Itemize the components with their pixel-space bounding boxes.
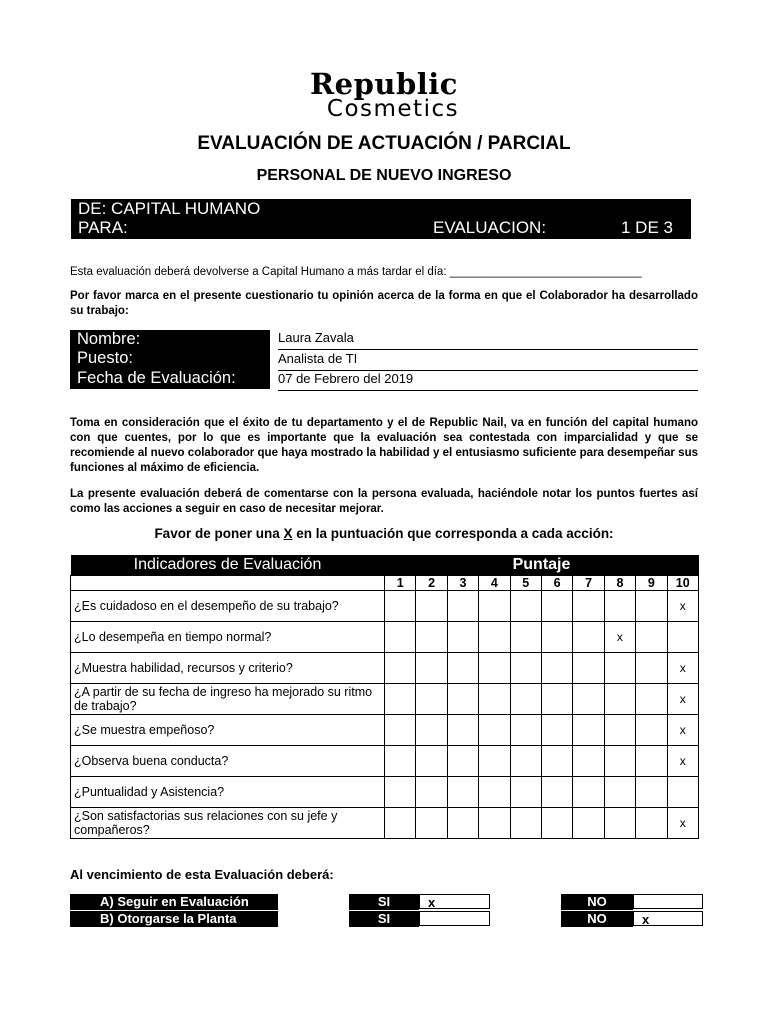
score-cell[interactable]: x (667, 684, 698, 715)
score-cell[interactable] (541, 808, 572, 839)
score-number: 5 (510, 576, 541, 591)
table-row (71, 653, 699, 684)
indicator-question: ¿Lo desempeña en tiempo normal? (71, 622, 385, 653)
puesto-field[interactable]: Analista de TI (278, 351, 698, 371)
puesto-label: Puesto: (77, 349, 133, 367)
score-cell[interactable] (604, 777, 635, 808)
score-cell[interactable] (573, 777, 604, 808)
option-b-si-box[interactable] (419, 911, 490, 926)
document-subtitle: PERSONAL DE NUEVO INGRESO (256, 167, 512, 184)
score-number: 10 (667, 576, 698, 591)
score-cell[interactable] (447, 715, 478, 746)
score-cell[interactable] (416, 715, 447, 746)
nombre-field[interactable]: Laura Zavala (278, 330, 698, 350)
option-a-si-box[interactable]: x (419, 894, 490, 909)
option-a-label: A) Seguir en Evaluación (70, 894, 278, 910)
option-b-no-label: NO (561, 911, 633, 927)
score-cell[interactable] (604, 591, 635, 622)
option-a-si-label: SI (349, 894, 419, 910)
return-deadline-line: Esta evaluación deberá devolverse a Capital Humano a más tardar el día: ______________________________ (70, 266, 642, 278)
table-row (71, 684, 699, 715)
score-cell[interactable] (510, 746, 541, 777)
score-cell[interactable] (636, 684, 667, 715)
score-cell[interactable] (636, 715, 667, 746)
score-cell[interactable] (541, 684, 572, 715)
score-cell[interactable] (541, 653, 572, 684)
score-number: 4 (479, 576, 510, 591)
score-cell[interactable] (510, 684, 541, 715)
option-b-label: B) Otorgarse la Planta (70, 911, 278, 927)
score-cell[interactable] (541, 715, 572, 746)
score-cell[interactable]: x (667, 808, 698, 839)
indicator-question: ¿Es cuidadoso en el desempeño de su trabajo? (71, 591, 385, 622)
score-number: 1 (385, 576, 416, 591)
evaluation-table (70, 555, 699, 839)
score-cell[interactable] (510, 808, 541, 839)
score-number-row (71, 576, 699, 591)
score-cell[interactable] (479, 777, 510, 808)
score-cell[interactable] (636, 808, 667, 839)
score-cell[interactable] (667, 777, 698, 808)
score-cell[interactable] (447, 808, 478, 839)
score-cell[interactable] (573, 808, 604, 839)
fecha-label: Fecha de Evaluación: (77, 369, 236, 387)
score-cell[interactable] (479, 622, 510, 653)
score-cell[interactable] (447, 653, 478, 684)
table-row (71, 777, 699, 808)
score-cell[interactable] (416, 746, 447, 777)
score-cell[interactable] (667, 622, 698, 653)
score-cell[interactable] (510, 622, 541, 653)
score-cell[interactable] (479, 746, 510, 777)
score-cell[interactable] (385, 777, 416, 808)
score-cell[interactable] (479, 808, 510, 839)
score-cell[interactable] (479, 715, 510, 746)
score-cell[interactable] (416, 622, 447, 653)
score-cell[interactable] (479, 684, 510, 715)
score-cell[interactable] (416, 808, 447, 839)
instruction-text: Por favor marca en el presente cuestionario tu opinión acerca de la forma en que el Colaborador ha desarrollado su trabajo: (70, 290, 698, 317)
score-cell[interactable]: x (667, 715, 698, 746)
score-cell[interactable] (573, 653, 604, 684)
header-block (71, 199, 691, 239)
score-cell[interactable] (416, 684, 447, 715)
score-number: 8 (604, 576, 635, 591)
evaluacion-label: EVALUACION: (433, 218, 547, 237)
option-a-no-label: NO (561, 894, 633, 910)
scoring-instruction (0, 526, 768, 541)
consideration-paragraph: Toma en consideración que el éxito de tu departamento y el de Republic Nail, va en función del capital humano con que cuentes, por lo que es importante que la evaluación sea contestada con imparcialidad y que se recomiende al nuevo colaborador que haya mostrado la habilidad y el entusiasmo suficiente para desempeñar sus funciones al máximo de eficiencia. (70, 417, 698, 474)
score-cell[interactable] (385, 622, 416, 653)
score-cell[interactable] (573, 684, 604, 715)
score-cell[interactable] (573, 622, 604, 653)
para-line: PARA: (78, 218, 128, 237)
logo-republic: Republic (310, 67, 458, 101)
score-cell[interactable] (479, 653, 510, 684)
table-row (71, 808, 699, 839)
indicator-question: ¿Puntualidad y Asistencia? (71, 777, 385, 808)
score-number: 3 (447, 576, 478, 591)
score-cell[interactable]: x (667, 653, 698, 684)
de-line: DE: CAPITAL HUMANO (78, 199, 261, 218)
favor-before: Favor de poner una (154, 526, 284, 541)
score-cell[interactable] (385, 591, 416, 622)
score-cell[interactable]: x (604, 622, 635, 653)
score-number: 6 (541, 576, 572, 591)
indicator-spacer (71, 576, 385, 591)
nombre-label: Nombre: (77, 330, 141, 348)
score-cell[interactable] (636, 777, 667, 808)
info-labels (70, 330, 270, 389)
score-cell[interactable] (636, 622, 667, 653)
score-cell[interactable] (510, 777, 541, 808)
score-cell[interactable] (573, 591, 604, 622)
score-cell[interactable] (510, 715, 541, 746)
score-cell[interactable] (604, 746, 635, 777)
table-row (71, 746, 699, 777)
score-cell[interactable] (447, 591, 478, 622)
indicator-question: ¿Muestra habilidad, recursos y criterio? (71, 653, 385, 684)
score-cell[interactable] (573, 746, 604, 777)
company-logo (0, 67, 768, 122)
score-cell[interactable] (385, 715, 416, 746)
score-cell[interactable]: x (667, 746, 698, 777)
comment-paragraph: La presente evaluación deberá de comentarse con la persona evaluada, haciéndole notar los puntos fuertes así como las acciones a seguir en caso de necesitar mejorar. (70, 488, 698, 515)
score-cell[interactable] (541, 591, 572, 622)
score-number: 9 (636, 576, 667, 591)
score-cell[interactable] (447, 777, 478, 808)
score-cell[interactable] (510, 653, 541, 684)
logo-cosmetics: Cosmetics (326, 96, 460, 122)
score-cell[interactable] (604, 684, 635, 715)
score-cell[interactable] (510, 591, 541, 622)
score-cell[interactable] (447, 622, 478, 653)
table-row (71, 622, 699, 653)
indicator-question: ¿Son satisfactorias sus relaciones con su jefe y compañeros? (71, 808, 385, 839)
score-cell[interactable] (636, 746, 667, 777)
favor-after: en la puntuación que corresponda a cada acción: (292, 526, 614, 541)
score-cell[interactable] (541, 777, 572, 808)
score-cell[interactable] (573, 715, 604, 746)
document-title: EVALUACIÓN DE ACTUACIÓN / PARCIAL (197, 133, 571, 154)
option-b-si-label: SI (349, 911, 419, 927)
score-cell[interactable] (416, 653, 447, 684)
score-cell[interactable] (479, 591, 510, 622)
score-cell[interactable] (416, 591, 447, 622)
score-cell[interactable] (604, 715, 635, 746)
score-cell[interactable] (385, 808, 416, 839)
score-number: 7 (573, 576, 604, 591)
fecha-field[interactable]: 07 de Febrero del 2019 (278, 371, 698, 391)
score-cell[interactable] (636, 591, 667, 622)
puntaje-header: Puntaje (385, 555, 699, 576)
score-cell[interactable] (447, 746, 478, 777)
score-number: 2 (416, 576, 447, 591)
score-cell[interactable] (385, 653, 416, 684)
option-b-no-box[interactable]: x (633, 911, 703, 926)
indicator-question: ¿Se muestra empeñoso? (71, 715, 385, 746)
indicadores-header: Indicadores de Evaluación (71, 555, 385, 576)
score-cell[interactable] (604, 653, 635, 684)
score-cell[interactable] (604, 808, 635, 839)
score-cell[interactable] (447, 684, 478, 715)
score-cell[interactable] (636, 653, 667, 684)
table-row (71, 591, 699, 622)
vencimiento-label: Al vencimiento de esta Evaluación deberá: (70, 867, 334, 882)
favor-mark: X (283, 526, 293, 541)
evaluacion-value: 1 DE 3 (621, 218, 673, 237)
table-row (71, 715, 699, 746)
option-a-no-box[interactable] (633, 894, 703, 909)
indicator-question: ¿Observa buena conducta? (71, 746, 385, 777)
score-cell[interactable] (385, 684, 416, 715)
score-cell[interactable]: x (667, 591, 698, 622)
score-cell[interactable] (385, 746, 416, 777)
score-cell[interactable] (416, 777, 447, 808)
score-cell[interactable] (541, 746, 572, 777)
score-cell[interactable] (541, 622, 572, 653)
indicator-question: ¿A partir de su fecha de ingreso ha mejorado su ritmo de trabajo? (71, 684, 385, 715)
